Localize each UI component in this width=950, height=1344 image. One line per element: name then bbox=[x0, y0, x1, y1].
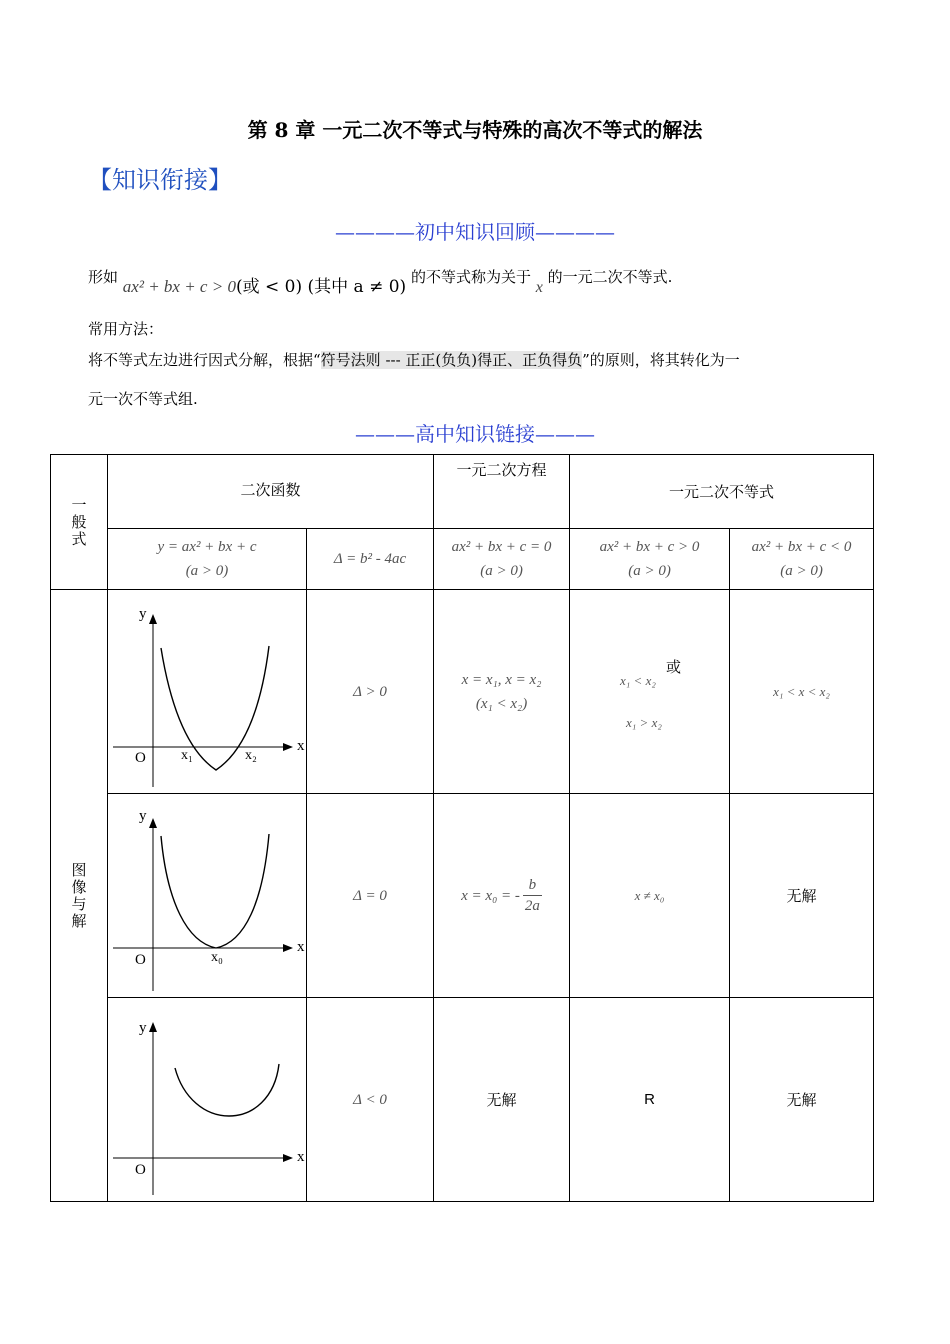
table-header-row bbox=[51, 455, 874, 529]
table-row bbox=[51, 998, 874, 1202]
parabola-one-root-graph bbox=[109, 794, 306, 993]
origin-label: O bbox=[134, 952, 146, 968]
review-header: ————初中知识回顾———— bbox=[335, 220, 615, 244]
table-row bbox=[51, 794, 874, 998]
delta-negative: Δ < 0 bbox=[307, 998, 434, 1202]
intro-prefix: 形如 bbox=[88, 268, 119, 286]
eq-two-roots: x = x₁, x = x₂ (x₁ < x₂) bbox=[434, 590, 570, 794]
general-form-row bbox=[51, 529, 874, 590]
intro-formula: ax² + bx + c > 0 bbox=[122, 277, 236, 296]
table-row bbox=[51, 590, 874, 794]
delta-positive: Δ > 0 bbox=[307, 590, 434, 794]
x-label: x bbox=[296, 1149, 304, 1165]
lt-two-roots: x₁ < x < x₂ bbox=[730, 590, 874, 794]
method-text-2: ”的原则，将其转化为一 bbox=[582, 351, 740, 369]
x-axis-arrow bbox=[283, 944, 293, 952]
method-text-3: 元一次不等式组. bbox=[88, 390, 198, 408]
parabola-curve bbox=[161, 834, 269, 948]
method-paragraph bbox=[88, 349, 878, 370]
parabola-two-roots-graph bbox=[109, 590, 306, 789]
section-heading: 【知识衔接】 bbox=[88, 166, 232, 194]
row-header-graph: 图像与解 bbox=[51, 590, 108, 1202]
intro-paragraph bbox=[88, 262, 673, 297]
origin-label: O bbox=[134, 750, 146, 766]
intro-formula-tail: (或 < 0) (其中 a ≠ 0) bbox=[235, 277, 407, 297]
general-gt: ax² + bx + c > 0 (a > 0) bbox=[570, 529, 730, 590]
lt-no-root: 无解 bbox=[730, 998, 874, 1202]
general-lt: ax² + bx + c < 0 (a > 0) bbox=[730, 529, 874, 590]
y-label: y bbox=[138, 606, 146, 622]
x-axis-arrow bbox=[283, 1154, 293, 1162]
method-label: 常用方法： bbox=[88, 320, 164, 338]
general-func: y = ax² + bx + c (a > 0) bbox=[108, 529, 307, 590]
page-title: 第 8 章 一元二次不等式与特殊的高次不等式的解法 bbox=[247, 118, 703, 142]
x-axis-arrow bbox=[283, 743, 293, 751]
method-text-1: 将不等式左边进行因式分解，根据“ bbox=[88, 351, 321, 369]
graph-no-root bbox=[108, 998, 307, 1202]
method-highlight: 符号法则 --- 正正(负负)得正、正负得负 bbox=[320, 351, 583, 369]
root0-label: x₀ bbox=[210, 950, 223, 965]
col-quadratic-function: 二次函数 bbox=[108, 455, 434, 529]
y-axis-arrow bbox=[149, 1022, 157, 1032]
x-label: x bbox=[296, 738, 304, 754]
col-inequality: 一元二次不等式 bbox=[570, 455, 874, 529]
root1-label: x₁ bbox=[180, 748, 193, 763]
intro-suffix2: 的一元二次不等式. bbox=[547, 268, 673, 286]
summary-table bbox=[50, 454, 874, 1202]
y-axis-arrow bbox=[149, 614, 157, 624]
lt-one-root: 无解 bbox=[730, 794, 874, 998]
link-header: ———高中知识链接——— bbox=[355, 422, 595, 446]
y-axis-arrow bbox=[149, 818, 157, 828]
parabola-curve bbox=[175, 1064, 279, 1116]
y-label: y bbox=[138, 808, 146, 824]
gt-two-roots: x₁ < x₂ 或 x₁ > x₂ bbox=[570, 590, 730, 794]
y-label: y bbox=[138, 1020, 146, 1036]
eq-one-root: x = x₀ = - b 2a bbox=[434, 794, 570, 998]
intro-suffix: 的不等式称为关于 bbox=[410, 268, 531, 286]
col-equation: 一元二次方程 bbox=[434, 455, 570, 529]
gt-one-root: x ≠ x₀ bbox=[570, 794, 730, 998]
parabola-no-root-graph bbox=[109, 998, 306, 1197]
row-header-general: 一般式 bbox=[51, 455, 108, 590]
graph-one-root bbox=[108, 794, 307, 998]
root2-label: x₂ bbox=[244, 748, 257, 763]
graph-two-roots bbox=[108, 590, 307, 794]
general-delta: Δ = b² - 4ac bbox=[307, 529, 434, 590]
intro-var: x bbox=[535, 279, 543, 296]
general-eq: ax² + bx + c = 0 (a > 0) bbox=[434, 529, 570, 590]
x-label: x bbox=[296, 939, 304, 955]
gt-no-root: R bbox=[570, 998, 730, 1202]
origin-label: O bbox=[134, 1162, 146, 1178]
delta-zero: Δ = 0 bbox=[307, 794, 434, 998]
eq-no-root: 无解 bbox=[434, 998, 570, 1202]
